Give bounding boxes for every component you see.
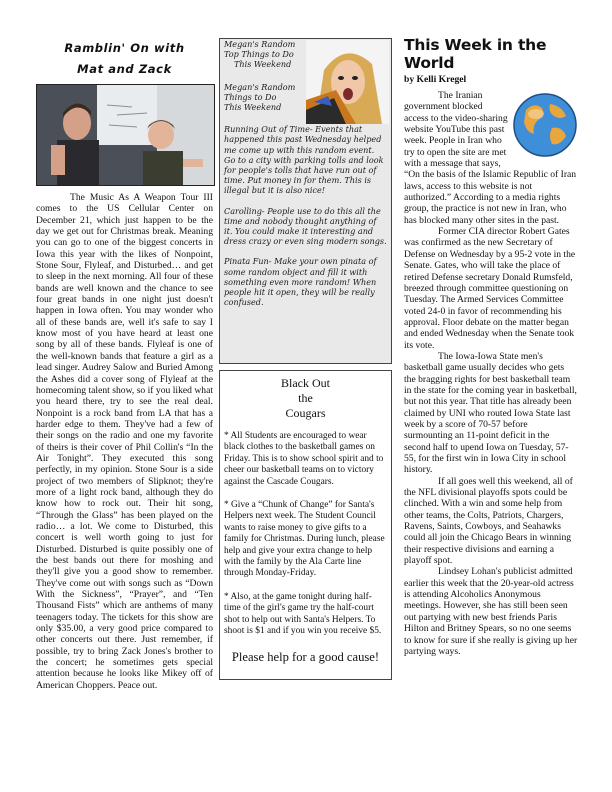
world-paragraph: Former CIA director Robert Gates was confirmed as the new Secretary of Defense on Wednesday by a 95-2 vote in the Senate. Gates, who will take the place of retired Defense secretary Donald Rumsfeld, breezed through committee questioning on Tuesday. The Armed Services Committee voted 24-0 in favor of recommending his approval. Floor debate on the matter began and ended Wednesday when the Senate took its vote.	[404, 226, 576, 351]
top-things-box	[219, 38, 392, 364]
megan-photo-illustration	[306, 40, 389, 124]
world-paragraph-text: The Iranian government blocked access to the video-sharing website YouTube this past week. People in Iran who try to open the site are met with a message that says, “On the basis of the Islamic Republic of Iran laws, access to this website is not authorized.” According to a media rights group, the practice is not new in Iran, who has blocked many other sites in the past.	[404, 90, 577, 226]
blackout-cause: Please help for a good cause!	[231, 649, 380, 664]
blackout-body	[224, 431, 387, 638]
top-things-item: Running Out of Time- Events that happened this past Wednesday helped me come up with this random event. Go to a city with parking tolls and look for people's tolls that have run out of time. Put money in for them. This is illegal but it is also nice!	[224, 124, 384, 196]
band-photo	[36, 84, 215, 186]
blackout-title-line3: Cougars	[285, 406, 326, 420]
top-things-subheading-line1: Megan's Random	[224, 81, 296, 92]
top-things-heading-line3: This Weekend	[234, 59, 292, 70]
rambling-title-line1: Ramblin' On with	[64, 41, 185, 55]
blackout-title-line1: Black Out	[281, 376, 330, 390]
top-things-heading-line2: Top Things to Do	[224, 49, 294, 60]
world-paragraph: The Iowa-Iowa State men's basketball game usually decides who gets the bragging rights for best basketball team in the state for the coming year in basketball, but not this year. That title has already been claimed by UNI who routed Iowa State last week by a score of 70-57 before surmounting an 11-point deficit in the second half to upend Iowa on Tuesday, 57-55, for the first win in Iowa City in school history.	[404, 350, 577, 476]
band-photo-illustration	[37, 85, 214, 185]
world-paragraph: Lindsey Lohan's publicist admitted earlier this week that the 20-year-old actress is attending Alcoholics Anonymous meetings. However, she has still been seen out partying with new best friends Paris Hilton and Britney Spears, so no one seems to know for sure if she really is giving up her partying ways.	[404, 566, 578, 657]
globe-icon	[512, 92, 578, 158]
top-things-subheading-line2: Things to Do	[224, 91, 277, 102]
rambling-title	[36, 38, 213, 80]
world-title: This Week in the World	[404, 36, 547, 72]
blackout-item: * Also, at the game tonight during half-time of the girl's game try the half-court shot to help out with Santa's Helpers. To shoot is $1 and if you win you receive $5.	[224, 591, 382, 637]
rambling-title-line2: Mat and Zack	[77, 62, 172, 76]
rambling-column	[36, 38, 213, 691]
world-paragraph: If all goes well this weekend, all of the NFL divisional playoffs spots could be clinched. With a win and some help from other teams, the Colts, Patriots, Chargers, Ravens, Saints, Cowboys, and Seahawks could all join the Chicago Bears in winning their respective divisions and earning a playoff spot.	[404, 475, 573, 567]
world-column	[404, 36, 578, 657]
middle-column	[219, 38, 392, 680]
top-things-subheading-line3: This Weekend	[224, 102, 282, 113]
rambling-body	[36, 192, 213, 691]
world-body	[404, 90, 578, 657]
blackout-item: * All Students are encouraged to wear black clothes to the basketball games on Friday. This is to show school spirit and to cheer our basketball teams on to victory against the Cascade Cougars.	[224, 431, 384, 487]
top-things-heading-line1: Megan's Random	[224, 39, 296, 49]
top-things-item: Pinata Fun- Make your own pinata of some random object and fill it with something even more random! When people hit it open, they will be really confused.	[224, 256, 377, 308]
world-paragraph	[404, 90, 578, 226]
blackout-item: * Give a “Chunk of Change” for Santa's Helpers next week. The Student Council wants to raise money to give gifts to a family for Christmas. During lunch, please help and give your extra change to help with the family by the Ala Carte line through Monday-Friday.	[224, 500, 385, 579]
top-things-subheading	[224, 82, 304, 113]
rambling-paragraph: The Music As A Weapon Tour III comes to the US Cellular Center on December 21, which just happen to be the day we get out for Christmas break. Meaning you can go to one of the biggest concerts in Iowa this year with the likes of Nonpoint, Stone Sour, Flyleaf, and Disturbed… and get to sleep in the next morning. All four of these bands are well known and the chance to see four great bands in one night just doesn't happen in Iowa often. You may wonder who all of these bands are, well it's safe to say I know most of you have heard at least one song by all of these bands. Flyleaf is one of the well-known bands that feature a girl as a lead singer. Audrey Salow and Buried Among the Ashes did a cover song of Flyleaf at the homecoming talent show, so if you liked what you heard there, try to see the real deal. Nonpoint is a rock band from LA that has a harder edge to them. They've had a few of their songs on the radio and one my favorite of theirs is their cover of Phil Collin's “In the Air Tonight”. They executed this song perfectly, in my opinion. Stone Sour is a side project of two members of Slipknot; they're more of a light rock band, although they do know how to rock out. Their hit song, “Through the Glass” has been played on the radio… a lot. We come to Disturbed, this concert is well worth going to just for Disturbed. Disturbed is quite possibly one of the best bands out there for moshing and they'll give you a good show to remember. They've come out with songs such as “Down With the Sickness”, “Prayer”, and “Ten Thousand Fists” which are anthems of many teenagers today. The tickets for this show are only $35.00, a very good price compared to other concerts out there. Just remember, if possible, try to bring Zack Jones's brother to the concert; he sometimes gets special attention because he looks like Mikey off of American Choppers. Peace out.	[36, 192, 213, 691]
blackout-title	[224, 376, 387, 421]
blackout-box	[219, 370, 392, 680]
top-things-item: Carolling- People use to do this all the time and nobody thought anything of it. You could make it interesting and dress crazy or even sing modern songs.	[224, 205, 387, 247]
megan-photo	[306, 40, 389, 124]
blackout-title-line2: the	[298, 391, 313, 405]
world-byline: by Kelli Kregel	[404, 74, 467, 85]
